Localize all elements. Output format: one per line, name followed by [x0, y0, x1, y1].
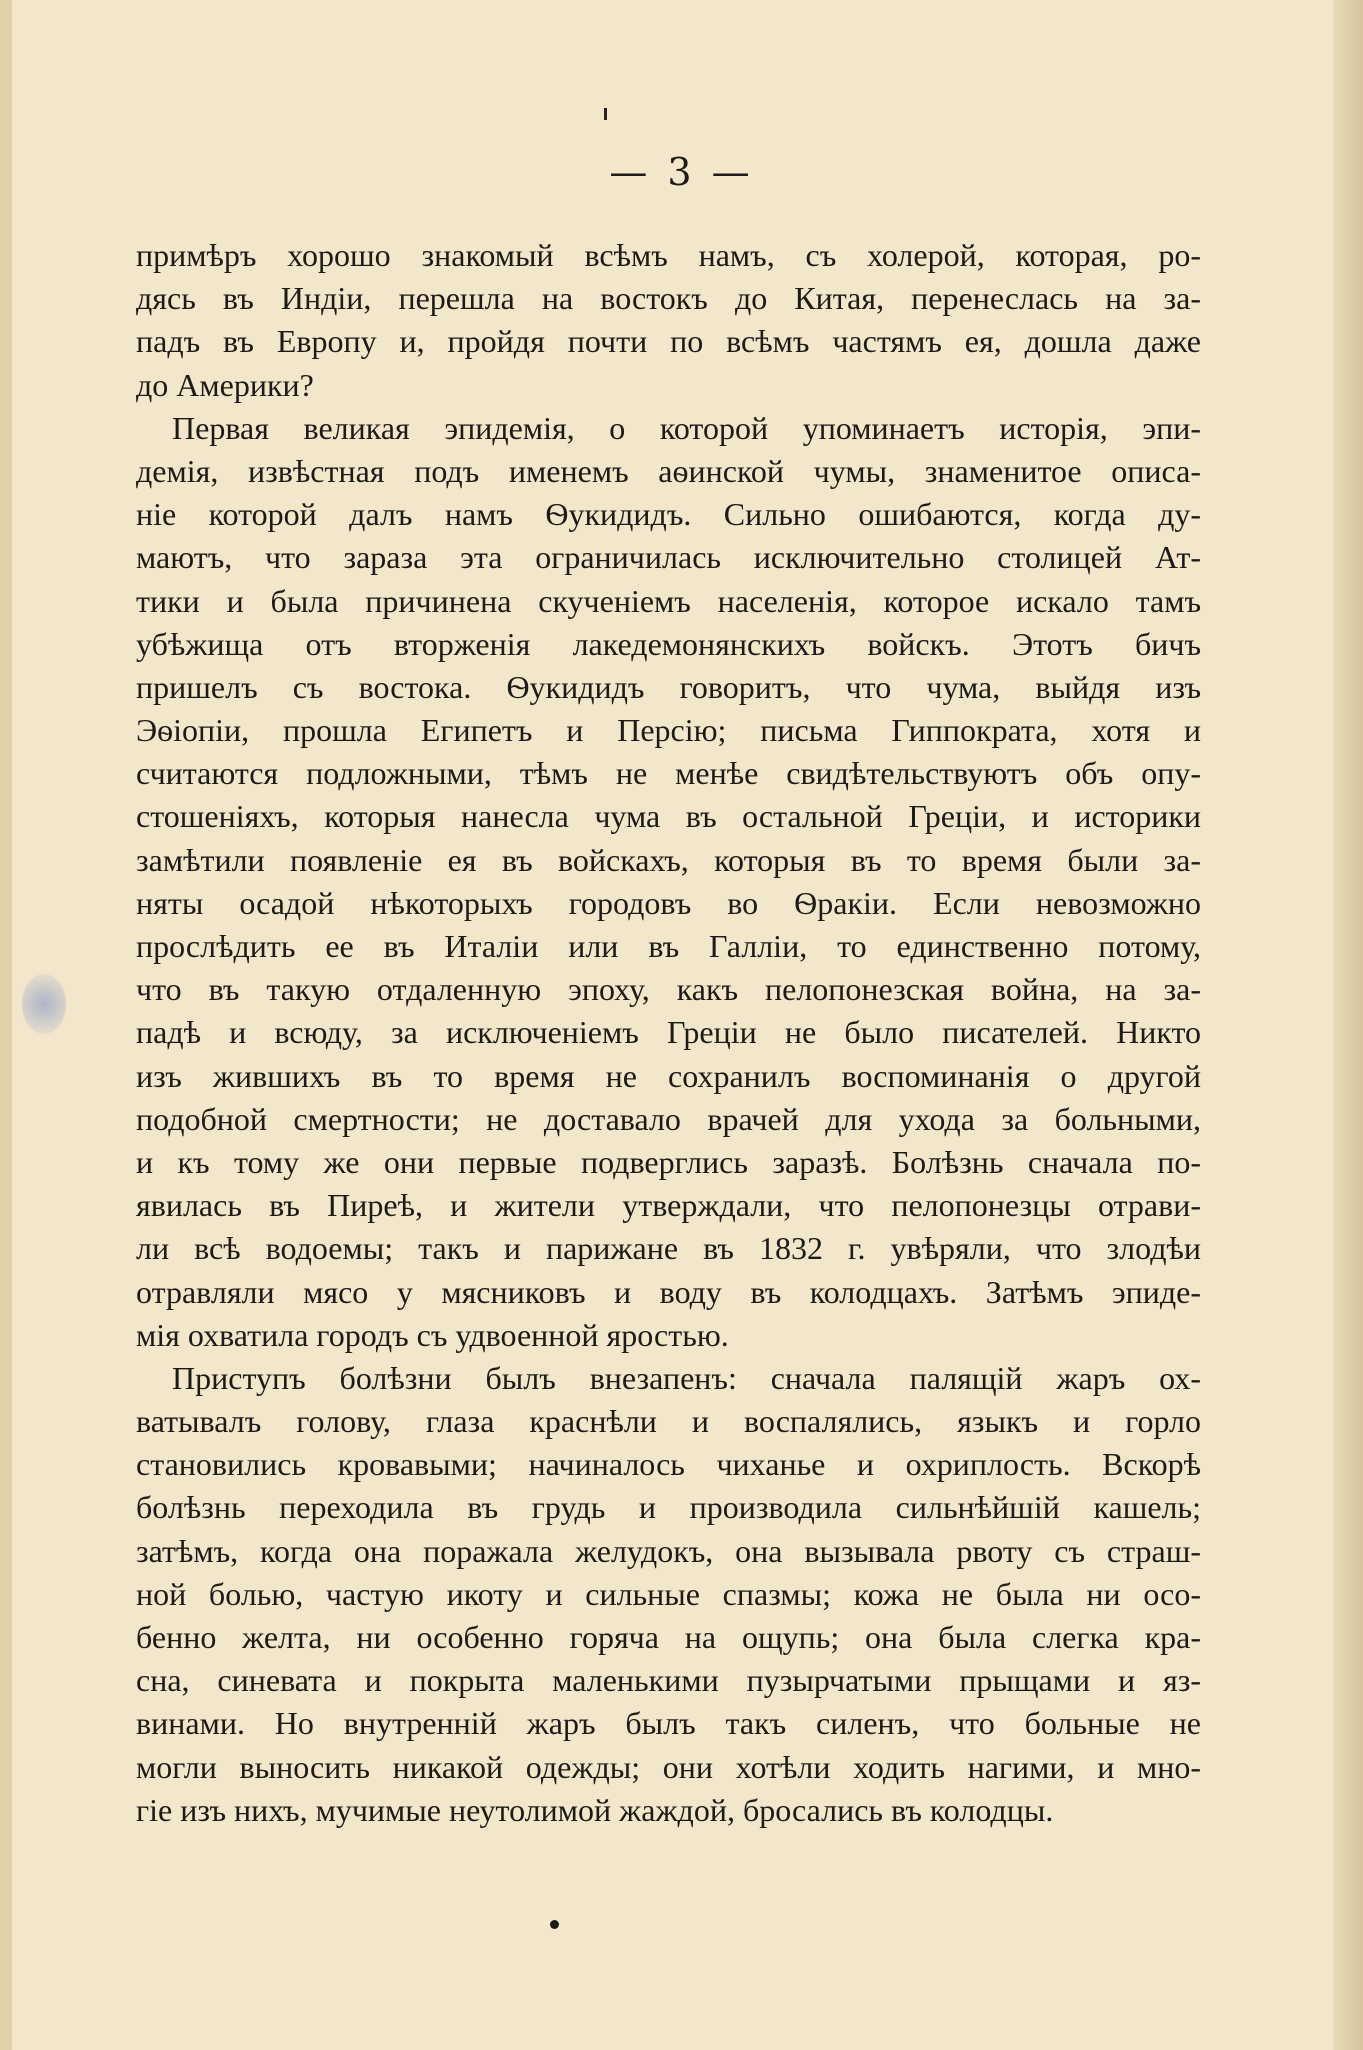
text-line: Приступъ болѣзни былъ внезапенъ: сначала палящій жаръ ох- [172, 1359, 1201, 1396]
ink-stain [22, 974, 66, 1034]
text-line: могли выносить никакой одежды; они хотѣли ходить нагими, и мно- [136, 1748, 1201, 1785]
text-line: падѣ и всюду, за исключеніемъ Греціи не было писателей. Никто [136, 1014, 1201, 1051]
body-text [136, 234, 1201, 1832]
print-dot-mark [550, 1920, 559, 1929]
text-line: няты осадой нѣкоторыхъ городовъ во Ѳракіи. Если невозможно [136, 884, 1201, 921]
text-line: тики и была причинена скученіемъ населенія, которое искало тамъ [136, 582, 1201, 619]
text-line: прослѣдить ее въ Италіи или въ Галліи, то единственно потому, [136, 928, 1201, 964]
paragraph [136, 1357, 1201, 1832]
text-line: подобной смертности; не доставало врачей для ухода за больными, [136, 1100, 1201, 1137]
page-right-edge [1333, 0, 1363, 2050]
text-line: мія охватила городъ съ удвоенной яростью. [136, 1316, 729, 1353]
page-left-edge [0, 0, 12, 2050]
text-line: ніе которой далъ намъ Ѳукидидъ. Сильно ошибаются, когда ду- [136, 496, 1201, 533]
text-line: гіе изъ нихъ, мучимые неутолимой жаждой, бросались въ колодцы. [136, 1791, 1054, 1828]
text-line: отравляли мясо у мясниковъ и воду въ колодцахъ. Затѣмъ эпиде- [136, 1273, 1201, 1310]
text-line: стошеніяхъ, которыя нанесла чума въ остальной Греціи, и историки [136, 798, 1201, 835]
text-line: демія, извѣстная подъ именемъ аѳинской чумы, знаменитое описа- [136, 452, 1201, 489]
paragraph [136, 407, 1201, 1357]
text-line: затѣмъ, когда она поражала желудокъ, она вызывала рвоту съ страш- [136, 1532, 1201, 1569]
text-line: винами. Но внутренній жаръ былъ такъ силенъ, что больные не [136, 1705, 1201, 1742]
page-number: — 3 — [609, 150, 754, 194]
paragraphs [136, 234, 1201, 1832]
text-line: дясь въ Индіи, перешла на востокъ до Китая, перенеслась на за- [136, 280, 1201, 317]
text-line: примѣръ хорошо знакомый всѣмъ намъ, съ холерой, которая, ро- [136, 237, 1201, 273]
text-line: и къ тому же они первые подверглись заразѣ. Болѣзнь сначала по- [136, 1143, 1201, 1180]
text-line: пришелъ съ востока. Ѳукидидъ говоритъ, что чума, выйдя изъ [136, 668, 1201, 705]
text-line: явилась въ Пиреѣ, и жители утверждали, что пелопонезцы отрави- [136, 1187, 1201, 1224]
text-line: до Америки? [136, 366, 314, 403]
text-line: ватывалъ голову, глаза краснѣли и воспалялись, языкъ и горло [136, 1403, 1201, 1440]
text-line: что въ такую отдаленную эпоху, какъ пелопонезская война, на за- [136, 971, 1201, 1008]
text-line: изъ жившихъ въ то время не сохранилъ воспоминанія о другой [136, 1057, 1201, 1094]
text-line: Первая великая эпидемія, о которой упоминаетъ исторія, эпи- [172, 409, 1201, 446]
text-line: сна, синевата и покрыта маленькими пузырчатыми прыщами и яз- [136, 1662, 1201, 1699]
text-line: Эѳіопіи, прошла Египетъ и Персію; письма Гиппократа, хотя и [136, 712, 1201, 749]
print-tick-mark [604, 108, 607, 120]
text-line: становились кровавыми; начиналось чиханье и охриплость. Вскорѣ [136, 1446, 1201, 1483]
text-line: падъ въ Европу и, пройдя почти по всѣмъ частямъ ея, дошла даже [136, 323, 1201, 360]
text-line: маютъ, что зараза эта ограничилась исключительно столицей Ат- [136, 539, 1201, 576]
text-line: бенно желта, ни особенно горяча на ощупь; она была слегка кра- [136, 1619, 1201, 1655]
paragraph [136, 234, 1201, 407]
text-line: ли всѣ водоемы; такъ и парижане въ 1832 г. увѣряли, что злодѣи [136, 1230, 1201, 1267]
text-line: считаются подложными, тѣмъ не менѣе свидѣтельствуютъ объ опу- [136, 755, 1201, 792]
text-line: ной болью, частую икоту и сильные спазмы; кожа не была ни осо- [136, 1575, 1201, 1612]
text-line: убѣжища отъ вторженія лакедемонянскихъ войскъ. Этотъ бичъ [136, 625, 1201, 662]
text-line: замѣтили появленіе ея въ войскахъ, которыя въ то время были за- [136, 841, 1201, 878]
text-line: болѣзнь переходила въ грудь и производила сильнѣйшій кашель; [136, 1489, 1201, 1526]
